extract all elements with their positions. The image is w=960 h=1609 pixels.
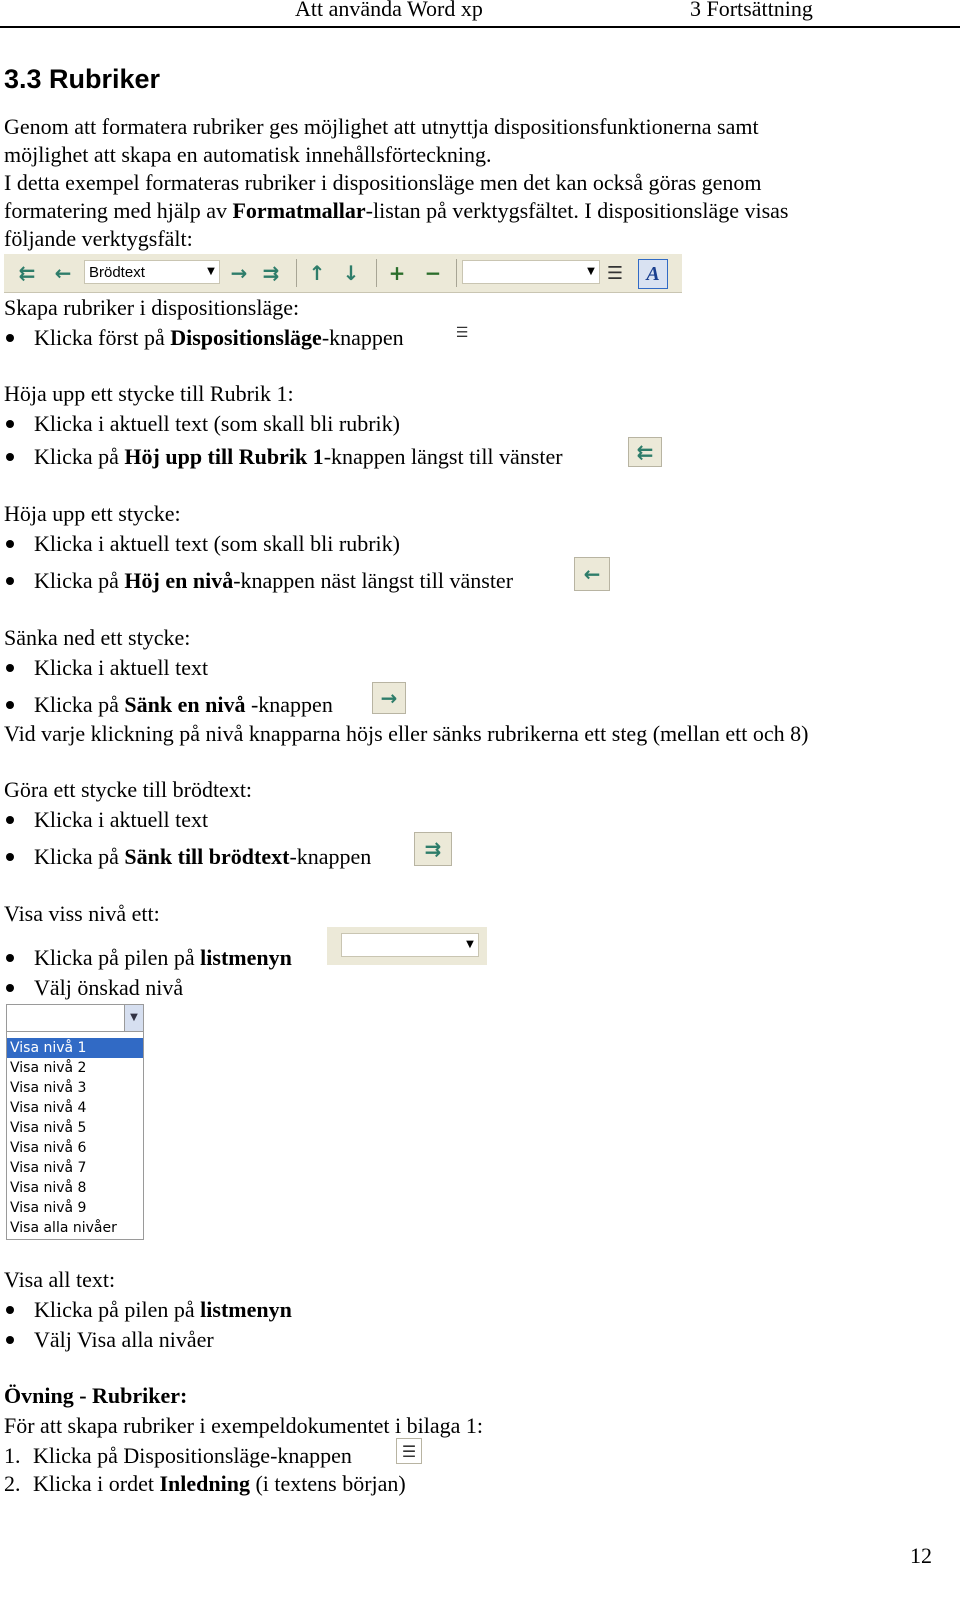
dropdown-option[interactable]: Visa nivå 9: [10, 1200, 87, 1216]
page-number: 12: [910, 1543, 932, 1568]
running-header-chapter: 3 Fortsättning: [690, 0, 813, 21]
exercise-title: Övning - Rubriker:: [4, 1383, 188, 1408]
outline-view-icon: ☰: [451, 322, 473, 344]
expand-icon[interactable]: +: [388, 261, 406, 285]
chevron-down-icon: ▼: [587, 266, 595, 277]
intro-line: följande verktygsfält:: [4, 226, 193, 251]
dropdown-option[interactable]: Visa nivå 6: [10, 1140, 87, 1156]
show-formatting-icon[interactable]: A: [638, 259, 668, 289]
intro-line: formatering med hjälp av Formatmallar-listan på verktygsfältet. I dispositionsläge visas: [4, 198, 789, 223]
show-level-select[interactable]: [462, 260, 600, 284]
list-item: Välj Visa alla nivåer: [4, 1326, 214, 1354]
chevron-down-icon: ▼: [466, 939, 474, 950]
list-item: Klicka i aktuell text (som skall bli rubrik): [4, 410, 400, 438]
promote-to-heading1-icon: ⇇: [628, 437, 662, 467]
collapse-icon[interactable]: −: [424, 261, 442, 285]
block-title: Visa all text:: [4, 1267, 116, 1292]
section-heading: 3.3 Rubriker: [4, 64, 161, 94]
chevron-down-icon[interactable]: ▼: [124, 1005, 143, 1031]
intro-line: Genom att formatera rubriker ges möjlighet att utnyttja dispositionsfunktionerna samt: [4, 114, 759, 139]
dropdown-option[interactable]: Visa nivå 5: [10, 1120, 87, 1136]
dropdown-option[interactable]: Visa alla nivåer: [10, 1220, 117, 1236]
block-title: Sänka ned ett stycke:: [4, 625, 191, 650]
block-title: Höja upp ett stycke till Rubrik 1:: [4, 381, 294, 406]
exercise-step: 2. Klicka i ordet Inledning (i textens början): [4, 1471, 406, 1496]
toolbar-separator: [456, 259, 457, 287]
move-up-icon[interactable]: ↑: [308, 261, 326, 285]
list-item: Klicka på Höj en nivå-knappen näst längst till vänster: [4, 567, 513, 595]
show-first-line-icon[interactable]: ☰: [606, 262, 624, 284]
intro-line: I detta exempel formateras rubriker i dispositionsläge men det kan också göras genom: [4, 170, 762, 195]
promote-icon: ←: [574, 557, 610, 591]
dropdown-option[interactable]: Visa nivå 1: [7, 1038, 143, 1058]
dropdown-option[interactable]: Visa nivå 7: [10, 1160, 87, 1176]
outlining-toolbar: [4, 254, 682, 293]
show-level-dropdown[interactable]: [6, 1004, 144, 1240]
chevron-down-icon: ▼: [207, 266, 215, 277]
exercise-intro: För att skapa rubriker i exempeldokumentet i bilaga 1:: [4, 1413, 483, 1438]
demote-icon[interactable]: →: [230, 261, 248, 285]
exercise-step: 1. Klicka på Dispositionsläge-knappen: [4, 1443, 352, 1468]
show-level-select[interactable]: [341, 933, 479, 957]
dropdown-option[interactable]: Visa nivå 4: [10, 1100, 87, 1116]
promote-icon[interactable]: ←: [54, 261, 72, 285]
list-item: Klicka på Sänk en nivå -knappen: [4, 691, 333, 719]
block-title: Göra ett stycke till brödtext:: [4, 777, 253, 802]
list-item: Klicka på Höj upp till Rubrik 1-knappen längst till vänster: [4, 443, 563, 471]
list-item: Klicka först på Dispositionsläge-knappen: [4, 324, 404, 352]
toolbar-separator: [376, 259, 377, 287]
promote-to-heading1-icon[interactable]: ⇇: [18, 261, 36, 285]
demote-to-body-icon[interactable]: ⇉: [262, 261, 280, 285]
dropdown-option[interactable]: Visa nivå 3: [10, 1080, 87, 1096]
block-note: Vid varje klickning på nivå knapparna höjs eller sänks rubrikerna ett steg (mellan ett och 8): [4, 721, 809, 746]
block-title: Visa viss nivå ett:: [4, 901, 160, 926]
show-level-toolbar: [327, 927, 487, 965]
header-rule: [0, 26, 960, 28]
demote-icon: →: [372, 682, 406, 714]
demote-to-body-icon: ⇉: [414, 832, 452, 866]
list-item: Klicka i aktuell text: [4, 654, 208, 682]
list-item: Klicka på Sänk till brödtext-knappen: [4, 843, 371, 871]
dropdown-field[interactable]: [7, 1005, 143, 1032]
style-select[interactable]: Brödtext ▼: [84, 260, 220, 284]
toolbar-separator: [296, 259, 297, 287]
list-item: Klicka i aktuell text: [4, 806, 208, 834]
running-header-title: Att använda Word xp: [295, 0, 483, 21]
dropdown-option[interactable]: Visa nivå 8: [10, 1180, 87, 1196]
dropdown-option[interactable]: Visa nivå 2: [10, 1060, 87, 1076]
list-item: Klicka på pilen på listmenyn: [4, 944, 292, 972]
list-item: Klicka på pilen på listmenyn: [4, 1296, 292, 1324]
outline-view-icon: ☰: [396, 1438, 422, 1464]
list-item: Välj önskad nivå: [4, 974, 183, 1002]
intro-line: möjlighet att skapa en automatisk innehållsförteckning.: [4, 142, 492, 167]
move-down-icon[interactable]: ↓: [342, 261, 360, 285]
block-title: Höja upp ett stycke:: [4, 501, 181, 526]
list-item: Klicka i aktuell text (som skall bli rubrik): [4, 530, 400, 558]
block-title: Skapa rubriker i dispositionsläge:: [4, 295, 300, 320]
